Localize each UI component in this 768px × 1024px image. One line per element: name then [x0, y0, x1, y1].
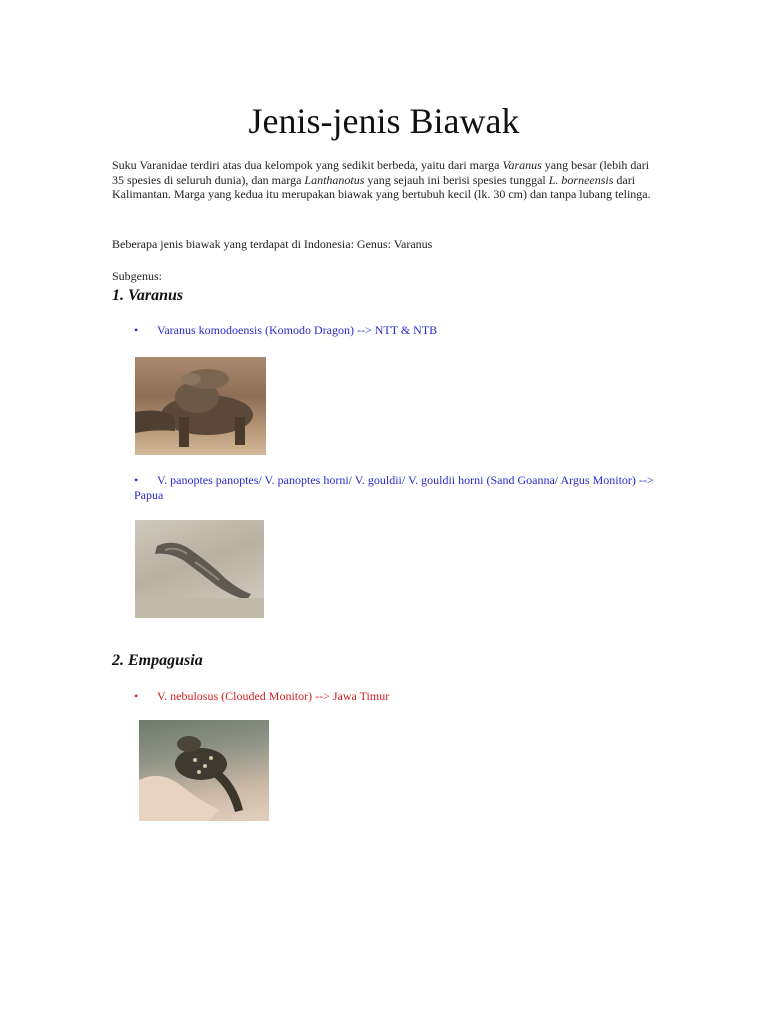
- section-heading-varanus: 1. Varanus: [112, 287, 184, 304]
- list-item-text: V. nebulosus (Clouded Monitor) --> Jawa Timur: [157, 689, 390, 703]
- page-title: Jenis-jenis Biawak: [248, 101, 520, 141]
- list-item-text: Varanus komodoensis (Komodo Dragon) --> NTT & NTB: [157, 323, 438, 337]
- intro-text: yang besar (lebih dari 35 spesies di seluruh dunia), dan marga: [112, 158, 650, 187]
- intro-text: yang sejauh ini berisi spesies tunggal: [364, 172, 549, 187]
- bullet-icon: •: [134, 473, 139, 487]
- intro-genus-varanus: Varanus: [502, 158, 542, 172]
- subgenus-label: Subgenus:: [112, 269, 163, 283]
- list-item: [134, 323, 654, 338]
- intro-paragraph: [112, 158, 652, 202]
- list-item: [134, 473, 654, 503]
- komodo-dragon-photo: [135, 357, 266, 455]
- section-heading-empagusia: 2. Empagusia: [112, 652, 203, 669]
- clouded-monitor-photo: [139, 720, 269, 821]
- intro-species-borneensis: L. borneensis: [548, 172, 614, 187]
- list-item: [134, 689, 654, 704]
- intro-genus-lanthanotus: Lanthanotus: [304, 172, 365, 187]
- sand-goanna-photo: [135, 520, 264, 618]
- intro-text: Suku Varanidae terdiri atas dua kelompok yang sedikit berbeda, yaitu dari marga: [112, 158, 503, 172]
- list-item-text: V. panoptes panoptes/ V. panoptes horni/ V. gouldii/ V. gouldii horni (Sand Goanna/ Argus Monitor) --> Papua: [134, 473, 654, 502]
- intro-text: dari Kalimantan. Marga yang kedua itu merupakan biawak yang bertubuh kecil (lk. 30 cm) dan tanpa lubang telinga.: [112, 172, 651, 201]
- genus-paragraph: Beberapa jenis biawak yang terdapat di Indonesia: Genus: Varanus: [112, 237, 433, 251]
- bullet-icon: •: [134, 323, 139, 337]
- bullet-icon: •: [134, 689, 139, 703]
